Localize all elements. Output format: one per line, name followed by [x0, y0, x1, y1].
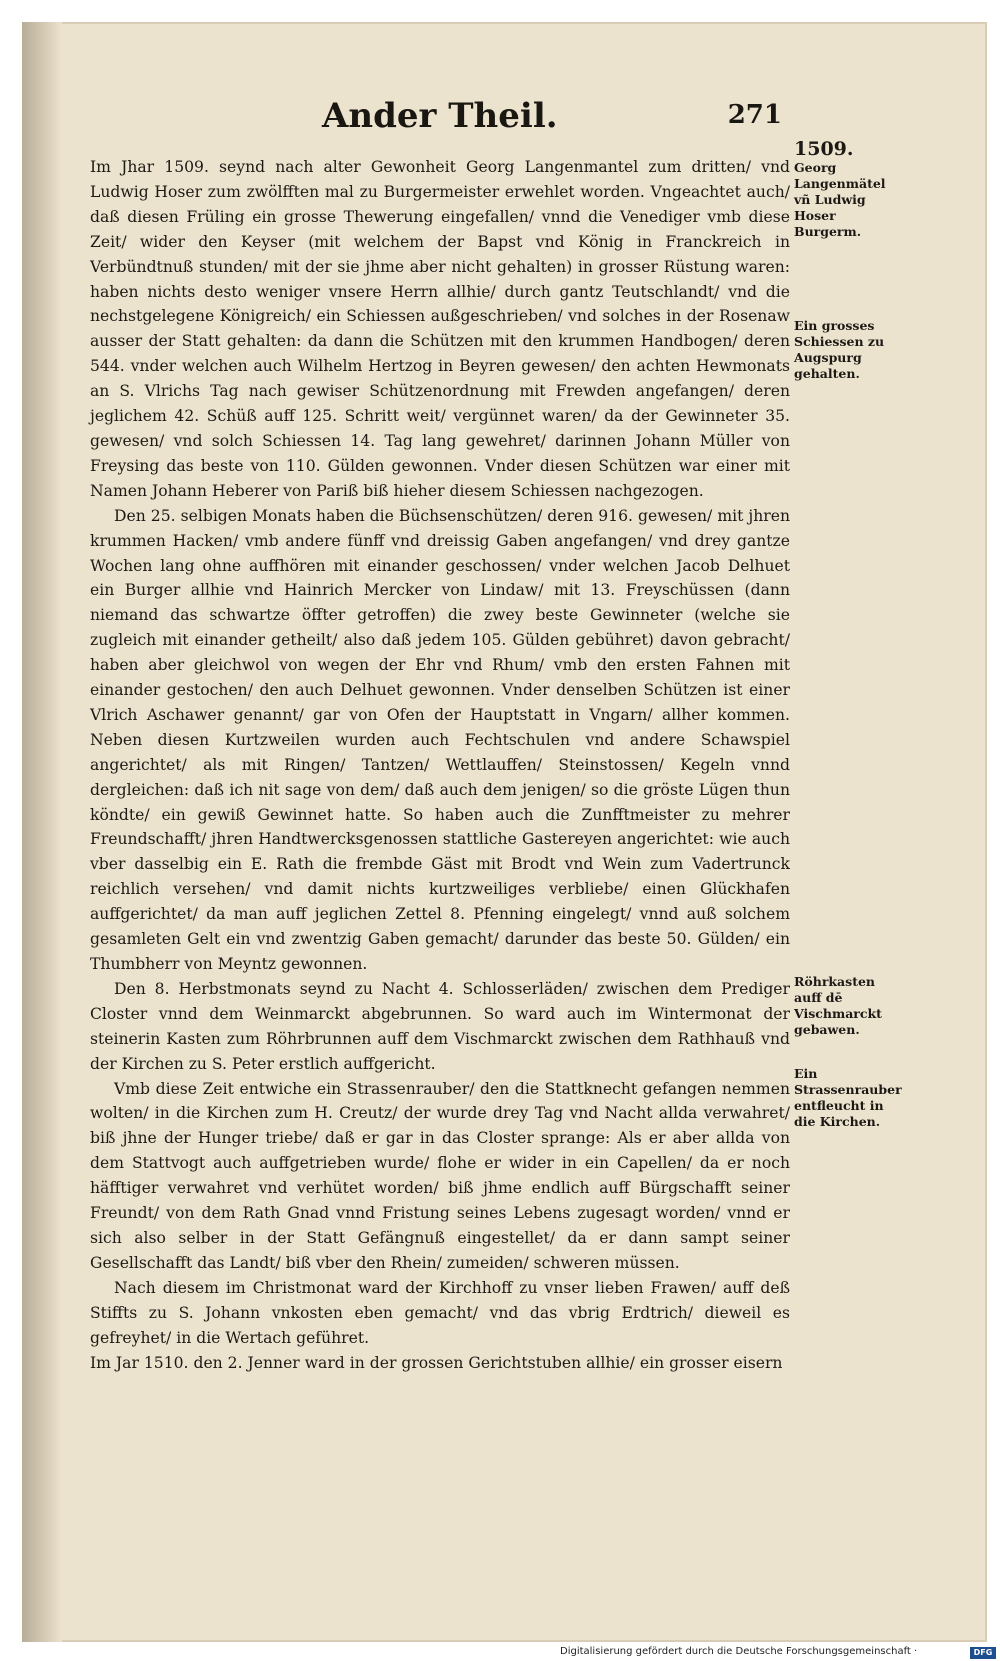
digitization-footer [560, 1646, 1000, 1661]
paragraph: Im Jar 1510. den 2. Jenner ward in der grossen Gerichtstuben allhie/ ein grosser eisern [90, 1353, 783, 1372]
book-page [22, 22, 987, 1642]
paragraph: Nach diesem im Christmonat ward der Kirchhoff zu vnser lieben Frawen/ auff deß Stiffts zu S. Johann vnkosten eben gemacht/ vnd das vbrig Erdtrich/ dieweil es gefreyhet/ in die Wertach geführet. [90, 1278, 790, 1347]
dfg-logo-icon: DFG [970, 1647, 996, 1659]
margin-year: 1509. [794, 138, 854, 160]
paragraph: Im Jhar 1509. seynd nach alter Gewonheit Georg Langenmantel zum dritten/ vnd Ludwig Hoser zum zwölfften mal zu Burgermeister erwehlet worden. Vngeachtet auch/ daß diesen Früling ein grosse Thewerung eingefallen/ vnnd die Venediger vmb diese Zeit/ wider den Keyser (mit welchem der Bapst vnd König in Franckreich in Verbündtnuß stunden/ mit der sie jhme aber nicht gehalten) in grosser Rüstung waren: haben nichts desto weniger vnsere Herrn allhie/ durch gantz Teutschlandt/ vnd die nechstgelegene Königreich/ ein Schiessen außgeschrieben/ vnd solches in der Rosenaw ausser der Statt gehalten: da dann die Schützen mit den krummen Handbogen/ deren 544. vnder welchen auch Wilhelm Hertzog in Beyren gewesen/ den achten Hewmonats an S. Vlrichs Tag nach gewiser Schützenordnung mit Frewden angefangen/ deren jeglichem 42. Schüß auff 125. Schritt weit/ vergünnet waren/ da der Gewinneter 35. gewesen/ vnd solch Schiessen 14. Tag lang gewehret/ darinnen Johann Müller von Freysing das beste von 110. Gülden gewonnen. Vnder diesen Schützen war einer mit Namen Johann Heberer von Pariß biß hieher diesem Schiessen nachgezogen. [90, 158, 790, 500]
footer-credit: Digitalisierung gefördert durch die Deutsche Forschungsgemeinschaft · [560, 1646, 918, 1657]
margin-note-block [794, 138, 899, 240]
page-header [302, 92, 782, 152]
margin-note: Ein grosses Schiessen zu Augspurg gehalten. [794, 318, 885, 381]
running-title: Ander Theil. [322, 96, 558, 136]
paragraph: Den 25. selbigen Monats haben die Büchsenschützen/ deren 916. gewesen/ mit jhren krummen Hacken/ vmb andere fünff vnd dreissig Gaben angefangen/ vnd drey gantze Wochen lang ohne auffhören mit einander geschossen/ vnder welchen Jacob Delhuet ein Burger allhie vnd Hainrich Mercker von Lindaw/ mit 13. Freyschüssen (dann niemand das schwartze öffter getroffen) die zwey beste Gewinneter (welche sie zugleich mit einander getheilt/ also daß jedem 105. Gülden gebühret) davon gebracht/ haben aber gleichwol von wegen der Ehr vnd Rhum/ vmb den ersten Fahnen mit einander gestochen/ den auch Delhuet gewonnen. Vnder denselben Schützen ist einer Vlrich Aschawer genannt/ gar von Ofen der Hauptstatt in Vngarn/ allher kommen. Neben diesen Kurtzweilen wurden auch Fechtschulen vnd andere Schawspiel angerichtet/ als mit Ringen/ Tantzen/ Wettlauffen/ Steinstossen/ Kegeln vnnd dergleichen: daß ich nit sage von dem/ daß auch dem jenigen/ so die gröste Lügen thun köndte/ ein gewiß Gewinnet hatte. So haben auch die Zunfftmeister zu mehrer Freundschafft/ jhren Handtwercksgenossen stattliche Gastereyen angerichtet: wie auch vber dasselbig ein E. Rath die frembde Gäst mit Brodt vnd Wein zum Vadertrunck reichlich versehen/ vnd damit nichts kurtzweiliges verbliebe/ einen Glückhafen auffgerichtet/ da man auff jeglichen Zettel 8. Pfenning eingelegt/ vnnd auß solchem gesamleten Gelt ein vnd zwentzig Gaben gemacht/ darunder das beste 50. Gülden/ ein Thumbherr von Meyntz gewonnen. [90, 506, 790, 973]
margin-note: Röhrkasten auff dē Vischmarckt gebawen. [794, 974, 882, 1037]
paragraph: Vmb diese Zeit entwiche ein Strassenrauber/ den die Stattknecht gefangen nemmen wolten/ in die Kirchen zum H. Creutz/ der wurde drey Tag vnd Nacht allda verwahret/ biß jhne der Hunger triebe/ daß er gar in das Closter sprange: Als er aber allda von dem Stattvogt auch auffgetrieben wurde/ flohe er wider in ein Capellen/ da er noch häfftiger verwahret vnd verhütet worden/ biß jhme endlich auff Bürgschafft seiner Freundt/ von dem Rath Gnad vnnd Fristung seines Lebens zugesagt worden/ vnnd er sich also selber in der Statt Gefängnuß eingestellet/ da er dann sampt seiner Gesellschafft das Landt/ biß vber den Rhein/ zumeiden/ schweren müssen. [90, 1079, 790, 1272]
page-number: 271 [727, 100, 782, 130]
book-spine-shadow [22, 22, 62, 1642]
paragraph: Den 8. Herbstmonats seynd zu Nacht 4. Schlosserläden/ zwischen dem Prediger Closter vnnd dem Weinmarckt abgebrunnen. So ward auch im Wintermonat der steinerin Kasten zum Röhrbrunnen auff dem Vischmarckt zwischen dem Rathhauß vnd der Kirchen zu S. Peter erstlich auffgericht. [90, 979, 790, 1073]
margin-note: Georg Langenmätel vñ Ludwig Hoser Burgerm. [794, 160, 886, 239]
margin-note: Ein Strassenrauber entfleucht in die Kirchen. [794, 1066, 902, 1129]
main-text [90, 155, 790, 1375]
